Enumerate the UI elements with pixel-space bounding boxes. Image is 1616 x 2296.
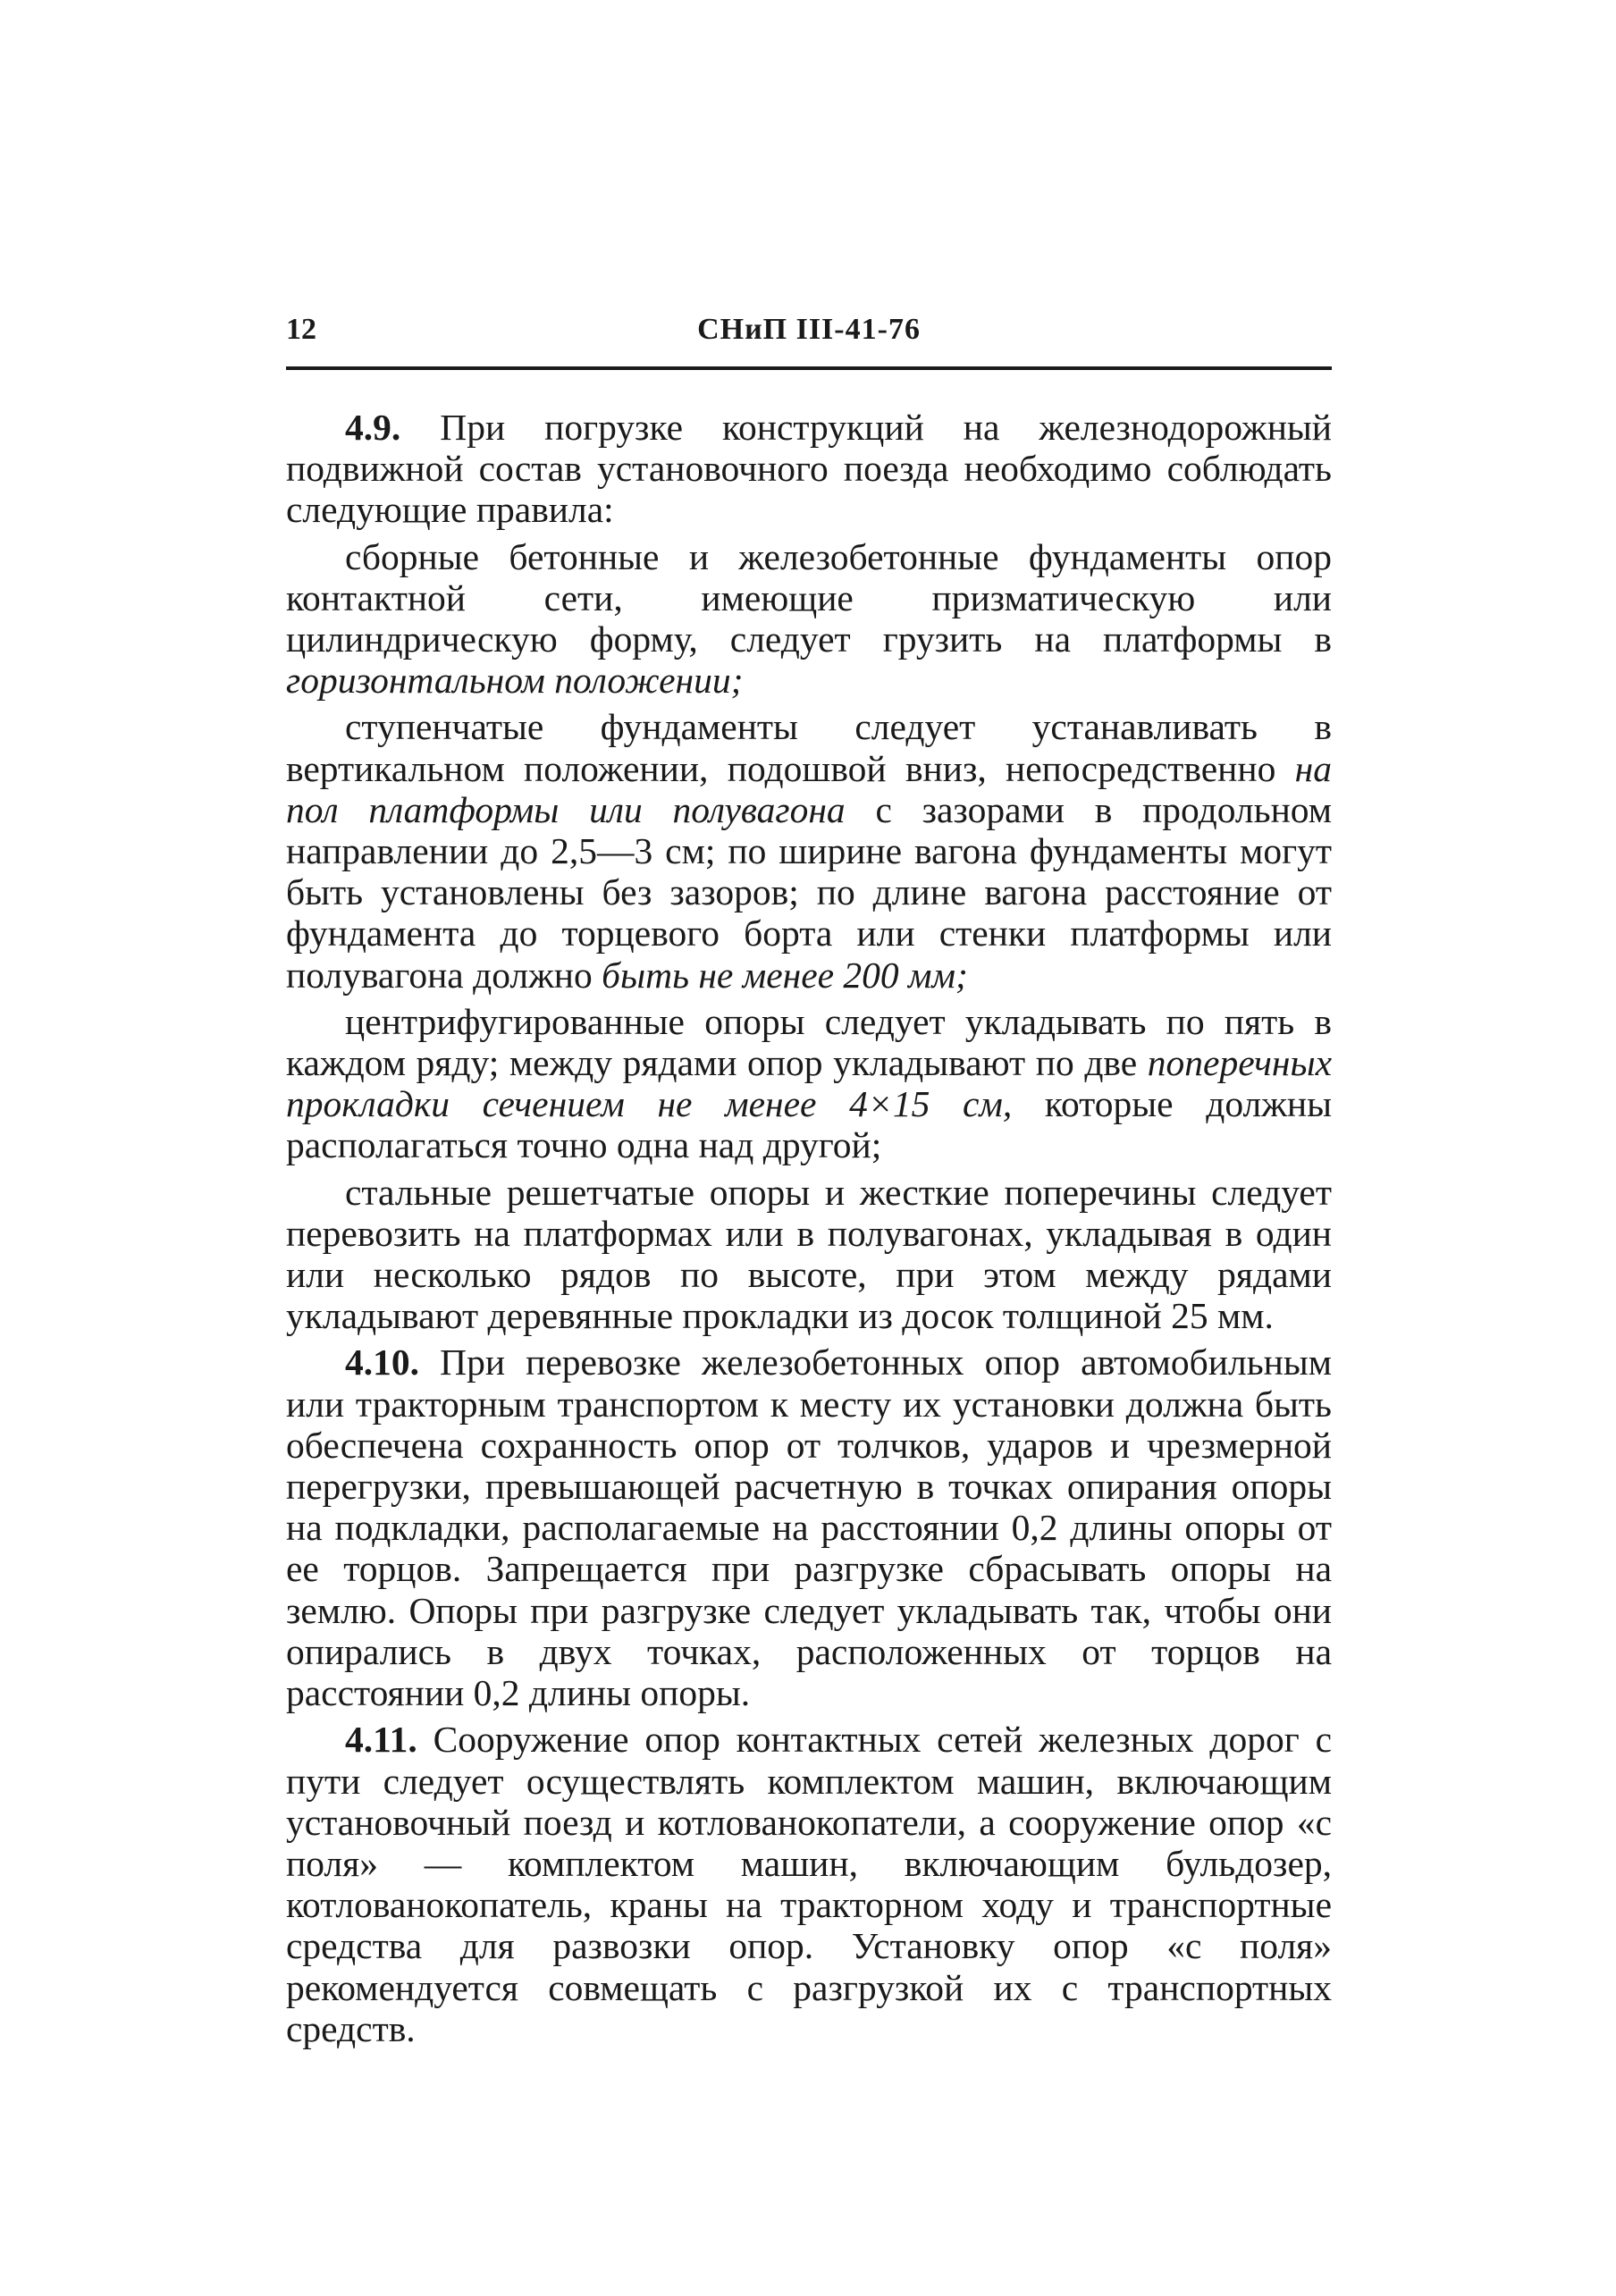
clause-text: При перевозке железобетонных опор автомобильным или тракторным транспортом к месту их установки должна быть обеспечена сохранность опор от толчков, ударов и чрезмерной перегрузки, превышающей расчетную в точках опирания опоры на подкладки, располагаемые на расстоянии 0,2 длины опоры от ее торцов. Запрещается при разгрузке сбрасывать опоры на землю. Опоры при разгрузке следует укладывать так, чтобы они опирались в двух точках, расположенных от торцов на расстоянии 0,2 длины опоры. — [286, 1341, 1332, 1714]
rule-text: ступенчатые фундаменты следует устанавливать в вертикальном положении, подошвой вниз, непосредственно — [286, 706, 1332, 789]
rule-text-italic: на пол платформы или полувагона — [286, 747, 1332, 830]
clause-4-9-intro — [286, 407, 1332, 531]
clause-text: Сооружение опор контактных сетей железных дорог с пути следует осуществлять комплектом машин, включающим установочный поезд и котлованокопатели, а сооружение опор «с поля» — комплектом машин, включающим бульдозер, котлованокопатель, краны на тракторном ходу и транспортные средства для развозки опор. Установку опор «с поля» рекомендуется совмещать с разгрузкой их с транспортных средств. — [286, 1719, 1333, 2049]
page-number: 12 — [286, 313, 316, 346]
header-rule — [286, 366, 1332, 370]
running-header — [286, 313, 1332, 366]
clause-4-11 — [286, 1719, 1332, 2049]
clause-4-9-rule-3 — [286, 1001, 1332, 1166]
clause-4-10 — [286, 1341, 1332, 1713]
clause-number: 4.11. — [345, 1719, 417, 1761]
rule-text: стальные решетчатые опоры и жесткие поперечины следует перевозить на платформах или в полувагонах, укладывая в один или несколько рядов по высоте, при этом между рядами укладывают деревянные прокладки из досок толщиной 25 мм. — [286, 1171, 1332, 1337]
rule-text: сборные бетонные и железобетонные фундаменты опор контактной сети, имеющие призматическую или цилиндрическую форму, следует грузить на платформы в — [286, 535, 1332, 660]
rule-text: центрифугированные опоры следует укладывать по пять в каждом ряду; между рядами опор укладывают по две — [286, 1000, 1332, 1084]
clause-4-9-rule-4 — [286, 1172, 1332, 1337]
rule-text-italic: поперечных прокладки сечением не менее 4×15 см, — [286, 1042, 1332, 1125]
rule-text-italic: горизонтальном положении; — [286, 660, 744, 702]
body-text — [286, 407, 1332, 2055]
clause-text: При погрузке конструкций на железнодорожный подвижной состав установочного поезда необходимо соблюдать следующие правила: — [286, 407, 1332, 531]
document-code: СНиП III-41-76 — [697, 313, 921, 346]
rule-text: с зазорами в продольном направлении до 2,5—3 см; по ширине вагона фундаменты могут быть установлены без зазоров; по длине вагона расстояние от фундамента до торцевого борта или стенки платформы или полувагона должно — [286, 788, 1332, 996]
clause-number: 4.9. — [345, 407, 401, 448]
rule-text: которые должны располагаться точно одна над другой; — [286, 1083, 1332, 1166]
clause-4-9-rule-2 — [286, 706, 1332, 995]
clause-4-9-rule-1 — [286, 536, 1332, 702]
clause-number: 4.10. — [345, 1341, 419, 1383]
rule-text-italic: быть не менее 200 мм; — [602, 954, 968, 996]
